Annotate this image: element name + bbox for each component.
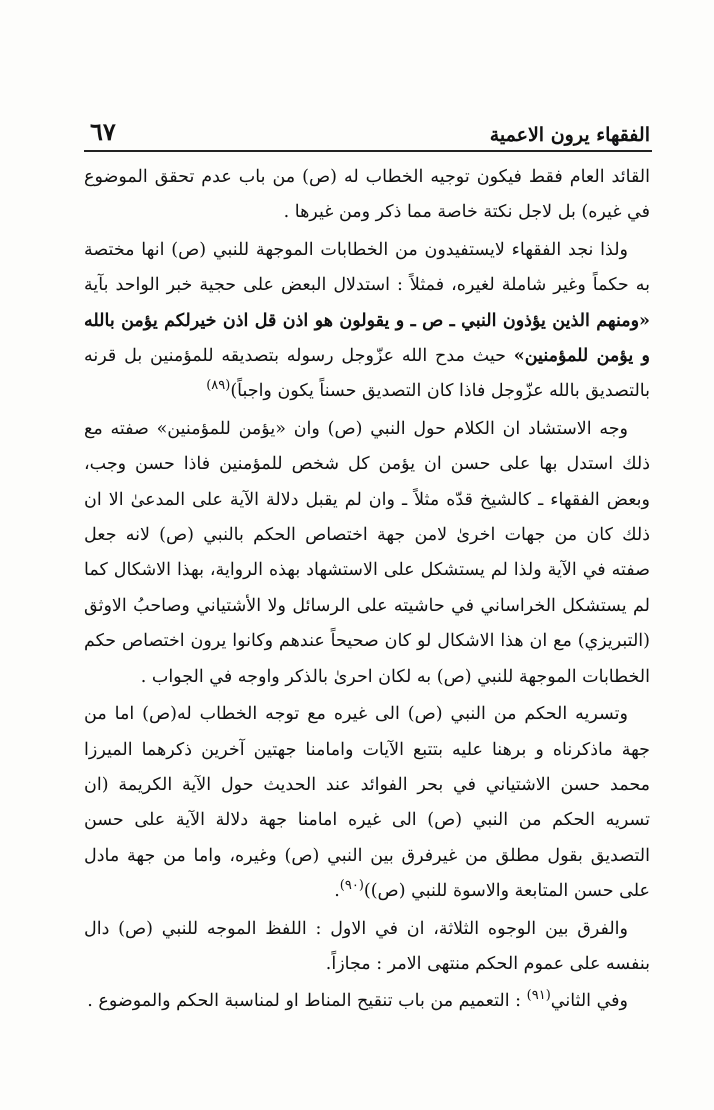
footnote-ref-90: (٩٠) [339, 878, 364, 894]
page-header [90, 112, 650, 146]
paragraph-4 [84, 697, 650, 909]
header-divider [84, 150, 652, 152]
paragraph-4-end: . [334, 881, 340, 902]
page-number: ٦٧ [90, 117, 116, 146]
paragraph-6-post: : التعميم من باب تنقيح المناط او لمناسبة الحكم والموضوع . [87, 991, 522, 1012]
body-text [84, 160, 650, 1022]
footnote-ref-91: (٩١) [526, 988, 551, 1004]
paragraph-2-rest: حيث مدح الله عزّوجل رسوله بتصديقه للمؤمنين بل قرنه بالتصديق بالله عزّوجل فاذا كان التصديق حسناً يكون واجباً) [84, 346, 650, 402]
paragraph-2 [84, 233, 650, 410]
paragraph-6-pre: وفي الثاني [550, 991, 628, 1012]
paragraph-1: القائد العام فقط فيكون توجيه الخطاب له (ص) من باب عدم تحقق الموضوع في غيره) بل لاجل نكتة خاصة مما ذكر ومن غيرها . [84, 167, 650, 223]
quranic-verse: «ومنهم الذين يؤذون النبي ـ ص ـ و يقولون هو اذن قل اذن خيرلكم يؤمن بالله و يؤمن للمؤمنين» [84, 310, 650, 367]
paragraph-6 [84, 984, 650, 1019]
footnote-ref-89: (٨٩) [206, 378, 231, 394]
paragraph-4-text: وتسريه الحكم من النبي (ص) الى غيره مع توجه الخطاب له(ص) اما من جهة ماذكرناه و برهنا عليه بتتبع الآيات وامامنا جهتين آخرين ذكرهما الميرزا محمد حسن الاشتياني في بحر الفوائد عند الحديث حول الآية الكريمة (ان تسريه الحكم من النبي (ص) الى غيره امامنا جهة دلالة الآية على حسن التصديق بقول مطلق من غيرفرق بين النبي (ص) وغيره، واما من جهة مادل على حسن المتابعة والاسوة للنبي (ص)) [84, 704, 650, 902]
paragraph-5: والفرق بين الوجوه الثلاثة، ان في الاول : اللفظ الموجه للنبي (ص) دال بنفسه على عموم الحكم منتهى الامر : مجازاً. [84, 918, 650, 974]
running-title: الفقهاء يرون الاعمية [489, 124, 650, 146]
paragraph-2-intro: ولذا نجد الفقهاء لايستفيدون من الخطابات الموجهة للنبي (ص) انها مختصة به حكماً وغير شاملة لغيره، فمثلاً : استدلال البعض على حجية خبر الواحد بآية [84, 239, 650, 296]
paragraph-3: وجه الاستشاد ان الكلام حول النبي (ص) وان «يؤمن للمؤمنين» صفته مع ذلك استدل بها على حسن ان يؤمن كل شخص للمؤمنين فاذا حسن وجب، وبعض الفقهاء ـ كالشيخ قدّه مثلاً ـ وان لم يقبل دلالة الآية على المدعىٰ الا ان ذلك كان من جهات اخرىٰ لامن جهة اختصاص الحكم بالنبي (ص) لانه جعل صفته في الآية ولذا لم يستشكل على الاستشهاد بهذه الرواية، بهذا الاشكال كما لم يستشكل الخراساني في حاشيته على الرسائل ولا الأشتياني وصاحبُ الاوثق (التبريزي) مع ان هذا الاشكال لو كان صحيحاً عندهم وكانوا يرون اختصاص حكم الخطابات الموجهة للنبي (ص) به لكان احرىٰ بالذكر واوجه في الجواب . [84, 418, 650, 687]
